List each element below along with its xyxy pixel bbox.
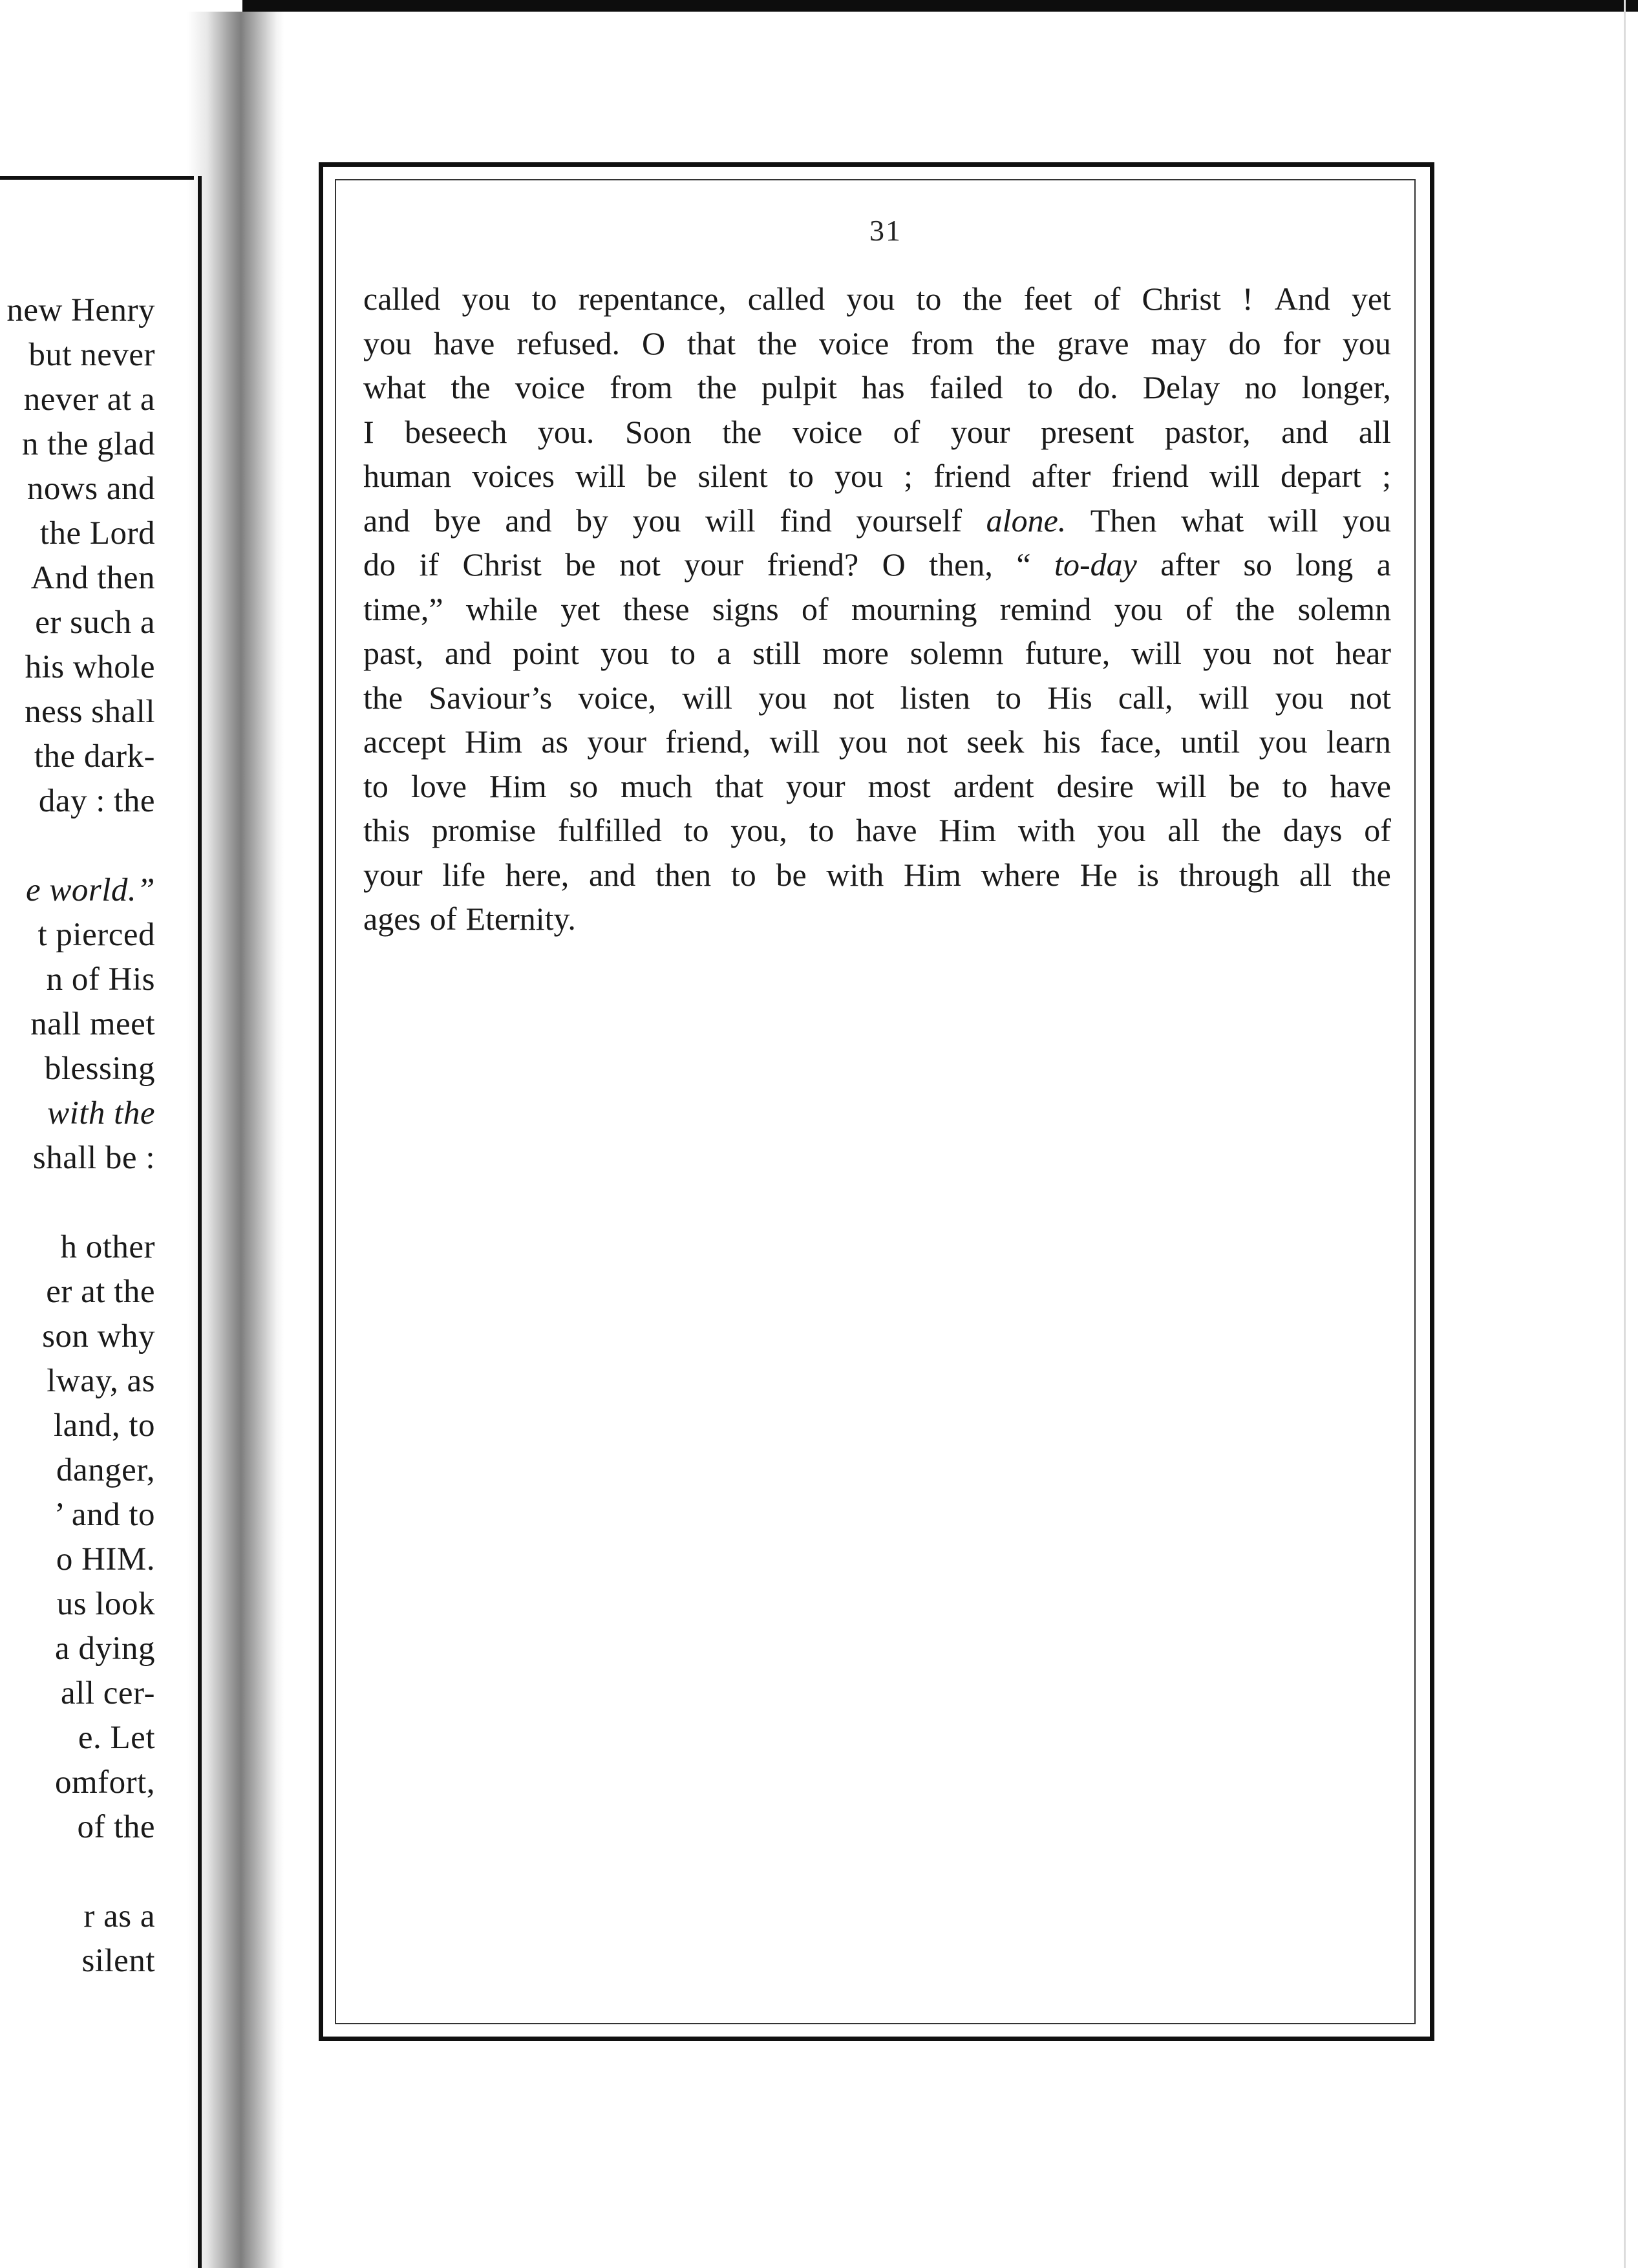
word: to — [363, 767, 388, 804]
word: the — [757, 325, 798, 361]
word: all — [1358, 413, 1391, 450]
word: of — [1186, 590, 1213, 627]
word: the — [722, 413, 762, 450]
word: ; — [904, 458, 913, 494]
word: to — [670, 635, 696, 671]
word: that — [687, 325, 736, 361]
word: Him — [465, 723, 522, 760]
word: love — [410, 767, 467, 804]
word: desire — [1056, 767, 1134, 804]
word: voice — [792, 413, 863, 450]
word: his — [1043, 723, 1081, 760]
word: with — [1017, 812, 1076, 848]
word: to — [916, 281, 942, 317]
word: will — [769, 723, 820, 760]
word: promise — [431, 812, 537, 848]
word: called — [363, 281, 441, 317]
previous-page-line: a dying — [54, 1631, 155, 1667]
word: refused. — [516, 325, 620, 361]
previous-page-line: land, to — [54, 1407, 155, 1444]
word: you — [462, 281, 511, 317]
word: friend, — [665, 723, 751, 760]
word: here, — [505, 856, 569, 893]
text-line — [363, 631, 1391, 676]
word: He — [1080, 856, 1118, 893]
word: called — [747, 281, 825, 317]
word: remind — [999, 590, 1092, 627]
word: the — [1221, 812, 1262, 848]
previous-page-line: all cer- — [61, 1675, 155, 1711]
word: time,” — [363, 590, 443, 627]
word: ages — [363, 901, 421, 937]
word: you — [1275, 679, 1324, 716]
word: Christ — [1142, 281, 1221, 317]
previous-page-line: er at the — [46, 1274, 155, 1310]
word: solemn — [1297, 590, 1391, 627]
word: depart — [1281, 458, 1361, 494]
word: not — [833, 679, 875, 716]
word: yet — [1351, 281, 1391, 317]
page-gutter-shadow — [187, 12, 284, 2268]
word: you — [1259, 723, 1308, 760]
word: what — [363, 369, 427, 405]
word: pastor, — [1164, 413, 1251, 450]
word: Eternity. — [465, 901, 576, 937]
word: find — [780, 502, 832, 539]
word: Him — [939, 812, 997, 848]
text-line — [363, 764, 1391, 809]
word: have — [1330, 767, 1391, 804]
word: while — [465, 590, 538, 627]
previous-page-frame-top — [0, 176, 194, 180]
text-line — [363, 897, 1391, 941]
previous-page-line: ’ and to — [54, 1497, 155, 1533]
word: and — [1281, 413, 1328, 450]
previous-page-line: never at a — [23, 381, 155, 418]
text-line — [363, 321, 1391, 366]
word: much — [621, 767, 693, 804]
word: to — [809, 812, 835, 848]
word: you — [1342, 325, 1391, 361]
word: long — [1295, 546, 1354, 583]
word: you — [601, 635, 650, 671]
previous-page-line: e. Let — [78, 1720, 155, 1756]
word: be — [776, 856, 807, 893]
previous-page-line: but never — [28, 337, 155, 373]
word: the — [1235, 590, 1275, 627]
word: will — [1209, 458, 1260, 494]
word: have — [856, 812, 917, 848]
word: failed — [929, 369, 1003, 405]
scan-top-edge — [242, 0, 1638, 12]
word: silent — [697, 458, 768, 494]
word: you — [758, 679, 807, 716]
previous-page-line: omfort, — [54, 1764, 155, 1801]
word: most — [867, 767, 931, 804]
word: will — [575, 458, 626, 494]
word: so — [1243, 546, 1272, 583]
previous-page-line: er such a — [35, 604, 155, 641]
word: you — [632, 502, 681, 539]
word: call, — [1118, 679, 1173, 716]
word: these — [622, 590, 690, 627]
word: you — [838, 723, 888, 760]
word: Saviour’s — [429, 679, 553, 716]
word: after — [1160, 546, 1220, 583]
word: more — [822, 635, 889, 671]
word: friend? — [767, 546, 859, 583]
previous-page-line: danger, — [56, 1452, 155, 1488]
word: accept — [363, 723, 446, 760]
word: by — [576, 502, 609, 539]
previous-page-line: blessing — [44, 1051, 155, 1087]
text-line — [363, 365, 1391, 410]
word: not — [1349, 679, 1391, 716]
word: all — [1167, 812, 1200, 848]
text-line — [363, 277, 1391, 321]
word: present — [1041, 413, 1134, 450]
word: voices — [472, 458, 555, 494]
word: be — [1229, 767, 1260, 804]
word: And — [1274, 281, 1330, 317]
word: friend — [1111, 458, 1189, 494]
word: of — [1093, 281, 1121, 317]
word: the — [451, 369, 491, 405]
word: after — [1031, 458, 1091, 494]
word: to — [1282, 767, 1308, 804]
word: bye — [434, 502, 481, 539]
previous-page-line: t pierced — [37, 917, 155, 953]
word: and — [505, 502, 552, 539]
word: is — [1137, 856, 1159, 893]
word: for — [1282, 325, 1321, 361]
word: through — [1178, 856, 1280, 893]
word: of — [1364, 812, 1391, 848]
word: all — [1299, 856, 1332, 893]
word: you — [1342, 502, 1391, 539]
previous-page-fragment — [0, 0, 194, 2268]
word: will — [1156, 767, 1207, 804]
previous-page-line: the dark- — [34, 738, 155, 775]
word: future, — [1025, 635, 1111, 671]
text-line — [363, 498, 1391, 543]
word: do — [363, 546, 396, 583]
previous-page-line: with the — [47, 1095, 155, 1131]
italic-word: alone. — [986, 502, 1067, 539]
word: O — [641, 325, 666, 361]
word: will — [1198, 679, 1250, 716]
word: Christ — [462, 546, 542, 583]
word: O — [882, 546, 906, 583]
previous-page-line: h other — [60, 1229, 155, 1265]
previous-page-line: his whole — [25, 649, 155, 685]
text-line — [363, 454, 1391, 498]
word: learn — [1326, 723, 1391, 760]
word: hear — [1335, 635, 1391, 671]
word: so — [569, 767, 599, 804]
word: repentance, — [578, 281, 727, 317]
word: mourning — [851, 590, 977, 627]
previous-page-line: nall meet — [30, 1006, 155, 1042]
previous-page-line: silent — [81, 1943, 155, 1979]
previous-page-line: shall be : — [32, 1140, 155, 1176]
word: will — [682, 679, 733, 716]
previous-page-line: new Henry — [6, 292, 155, 328]
word: the — [1351, 856, 1391, 893]
word: of — [893, 413, 920, 450]
scan-right-edge — [1624, 0, 1626, 2268]
word: you — [1203, 635, 1252, 671]
italic-word: to-day — [1054, 546, 1137, 583]
word: a — [716, 635, 732, 671]
word: your — [363, 856, 423, 893]
word: you, — [730, 812, 787, 848]
word: point — [513, 635, 580, 671]
word: the — [697, 369, 737, 405]
word: pulpit — [761, 369, 837, 405]
word: the — [963, 281, 1003, 317]
word: until — [1180, 723, 1240, 760]
word: to — [531, 281, 557, 317]
word: face, — [1100, 723, 1162, 760]
word: Soon — [624, 413, 692, 450]
word: past, — [363, 635, 424, 671]
page-number: 31 — [869, 214, 902, 247]
word: yet — [560, 590, 601, 627]
text-line — [363, 410, 1391, 455]
previous-page-line: n of His — [46, 961, 155, 998]
previous-page-line: the Lord — [39, 515, 155, 551]
word: Delay — [1142, 369, 1220, 405]
word: your — [684, 546, 744, 583]
word: have — [433, 325, 495, 361]
word: do. — [1078, 369, 1118, 405]
word: voice, — [578, 679, 657, 716]
word: to — [996, 679, 1021, 716]
page-body-text — [363, 277, 1391, 941]
word: friend — [933, 458, 1011, 494]
previous-page-line: lway, as — [47, 1363, 155, 1399]
word: you — [835, 458, 883, 494]
word: beseech — [405, 413, 507, 450]
previous-page-line: r as a — [83, 1898, 155, 1934]
word: if — [419, 546, 440, 583]
previous-page-line: e world.” — [25, 872, 155, 908]
word: voice — [515, 369, 586, 405]
word: listen — [900, 679, 970, 716]
text-line — [363, 808, 1391, 853]
word: ; — [1382, 458, 1391, 494]
text-line — [363, 853, 1391, 897]
word: has — [861, 369, 905, 405]
text-line — [363, 542, 1391, 587]
word: will — [1131, 635, 1182, 671]
word: may — [1151, 325, 1207, 361]
previous-page-line: us look — [56, 1586, 155, 1622]
text-line — [363, 676, 1391, 720]
word: seek — [966, 723, 1025, 760]
word: then — [655, 856, 712, 893]
word: what — [1180, 502, 1244, 539]
word: grave — [1057, 325, 1129, 361]
word: longer, — [1301, 369, 1391, 405]
word: and — [363, 502, 410, 539]
word: your — [587, 723, 647, 760]
word: ardent — [953, 767, 1034, 804]
word: your — [785, 767, 846, 804]
word: still — [752, 635, 802, 671]
word: that — [715, 767, 764, 804]
word: you. — [537, 413, 595, 450]
word: voice — [819, 325, 889, 361]
word: Him — [904, 856, 961, 893]
word: not — [619, 546, 661, 583]
previous-page-line: n the glad — [21, 426, 155, 462]
word: will — [705, 502, 756, 539]
text-line — [363, 587, 1391, 632]
word: “ — [1016, 546, 1031, 583]
word: human — [363, 458, 452, 494]
word: this — [363, 812, 410, 848]
previous-page-line: day : the — [38, 783, 155, 819]
word: you — [363, 325, 412, 361]
word: of — [429, 901, 457, 937]
word: from — [610, 369, 673, 405]
word: of — [802, 590, 829, 627]
word: Then — [1090, 502, 1157, 539]
word: no — [1244, 369, 1277, 405]
word: fulfilled — [557, 812, 662, 848]
text-line — [363, 720, 1391, 764]
word: not — [1273, 635, 1314, 671]
word: be — [646, 458, 677, 494]
word: you — [1114, 590, 1163, 627]
word: ! — [1242, 281, 1253, 317]
word: signs — [712, 590, 779, 627]
word: to — [788, 458, 814, 494]
previous-page-line: o HIM. — [56, 1541, 155, 1578]
word: I — [363, 413, 374, 450]
word: where — [981, 856, 1060, 893]
word: with — [826, 856, 884, 893]
previous-page-line: ness shall — [25, 694, 155, 730]
word: from — [911, 325, 974, 361]
previous-page-line: nows and — [27, 471, 155, 507]
previous-page-frame-right — [198, 176, 202, 2268]
previous-page-line: And then — [30, 560, 155, 596]
previous-page-line: son why — [42, 1318, 155, 1354]
word: you — [1097, 812, 1146, 848]
word: do — [1228, 325, 1261, 361]
word: will — [1268, 502, 1319, 539]
word: yourself — [856, 502, 963, 539]
word: to — [1027, 369, 1053, 405]
word: then, — [929, 546, 993, 583]
word: a — [1376, 546, 1391, 583]
word: you — [846, 281, 895, 317]
word: not — [906, 723, 948, 760]
word: days — [1282, 812, 1343, 848]
word: His — [1047, 679, 1092, 716]
word: the — [995, 325, 1036, 361]
word: to — [683, 812, 709, 848]
word: as — [541, 723, 568, 760]
word: your — [950, 413, 1010, 450]
word: feet — [1023, 281, 1072, 317]
word: Him — [489, 767, 547, 804]
word: and — [589, 856, 636, 893]
word: life — [442, 856, 486, 893]
word: and — [445, 635, 492, 671]
previous-page-line: of the — [77, 1809, 155, 1845]
word: be — [565, 546, 596, 583]
word: to — [730, 856, 756, 893]
word: solemn — [909, 635, 1004, 671]
word: the — [363, 679, 403, 716]
